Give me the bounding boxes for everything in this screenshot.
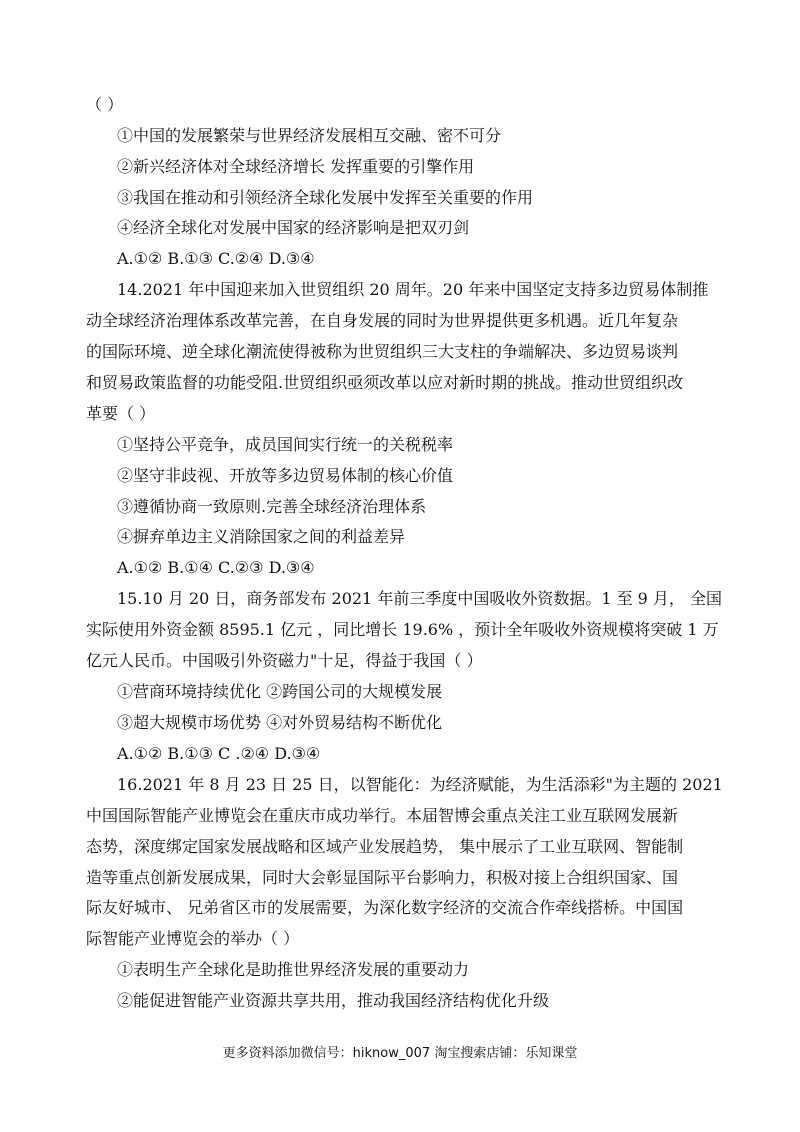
q13-choices: A.①② B.①③ C.②④ D.③④ [117,249,315,268]
q15-options-row-1: ①营商环境持续优化 ②跨国公司的大规模发展 [117,682,443,701]
q13-option-4: ④经济全球化对发展中国家的经济影响是把双刃剑 [117,218,470,237]
q15-choices: A.①② B.①③ C .②④ D.③④ [117,744,321,763]
q16-stem-line-2: 中国国际智能产业博览会在重庆市成功举行。本届智博会重点关注工业互联网发展新 [86,806,679,825]
q15-stem-line-1: 15.10 月 20 日，商务部发布 2021 年前三季度中国吸收外资数据。1 至 9 月， 全国 [117,589,723,608]
q16-stem-line-4: 造等重点创新发展成果，同时大会彰显国际平台影响力，积极对接上合组织国家、国 [86,868,679,887]
q14-stem-line-5: 革要（ ） [86,404,156,423]
q16-stem-line-6: 际智能产业博览会的举办（ ） [86,929,300,948]
q13-option-2: ②新兴经济体对全球经济增长 发挥重要的引擎作用 [117,157,475,176]
q14-option-1: ①坚持公平竞争，成员国间实行统一的关税税率 [117,435,454,454]
q14-stem-line-3: 的国际环境、逆全球化潮流使得被称为世贸组织三大支柱的争端解决、多边贸易谈判 [86,342,679,361]
q13-option-3: ③我国在推动和引领经济全球化发展中发挥至关重要的作用 [117,188,534,207]
q14-stem-line-2: 动全球经济治理体系改革完善，在自身发展的同时为世界提供更多机遇。近几年复杂 [86,311,679,330]
q13-stem-tail: （ ） [86,95,124,114]
q14-choices: A.①② B.①④ C.②③ D.③④ [117,558,315,577]
q15-stem-line-2: 实际使用外资金额 8595.1 亿元 ，同比增长 19.6% ，预计全年吸收外资规模将突破 1 万 [86,620,719,639]
q14-stem-line-4: 和贸易政策监督的功能受阻.世贸组织亟须改革以应对新时期的挑战。推动世贸组织改 [86,373,684,392]
q14-option-2: ②坚守非歧视、开放等多边贸易体制的核心价值 [117,466,454,485]
q14-stem-line-1: 14.2021 年中国迎来加入世贸组织 20 周年。20 年来中国坚定支持多边贸易体制推 [117,280,709,299]
q16-option-1: ①表明生产全球化是助推世界经济发展的重要动力 [117,960,470,979]
q13-option-1: ①中国的发展繁荣与世界经济发展相互交融、密不可分 [117,126,502,145]
q16-stem-line-1: 16.2021 年 8 月 23 日 25 日，以智能化：为经济赋能，为生活添彩"为主题的 2021 [117,775,723,794]
q14-option-3: ③遵循协商一致原则.完善全球经济治理体系 [117,497,427,516]
page-footer: 更多资料添加微信号：hiknow_007 淘宝搜索店铺：乐知课堂 [222,1046,578,1061]
q16-stem-line-3: 态势，深度绑定国家发展战略和区域产业发展趋势， 集中展示了工业互联网、智能制 [86,837,684,856]
q15-stem-line-3: 亿元人民币。中国吸引外资磁力"十足，得益于我国（ ） [86,651,483,670]
q14-option-4: ④摒弃单边主义消除国家之间的利益差异 [117,527,406,546]
q16-stem-line-5: 际友好城市、 兄弟省区市的发展需要，为深化数字经济的交流合作牵线搭桥。中国国 [86,898,684,917]
q16-option-2: ②能促进智能产业资源共享共用，推动我国经济结构优化升级 [117,991,550,1010]
q15-options-row-2: ③超大规模市场优势 ④对外贸易结构不断优化 [117,713,443,732]
